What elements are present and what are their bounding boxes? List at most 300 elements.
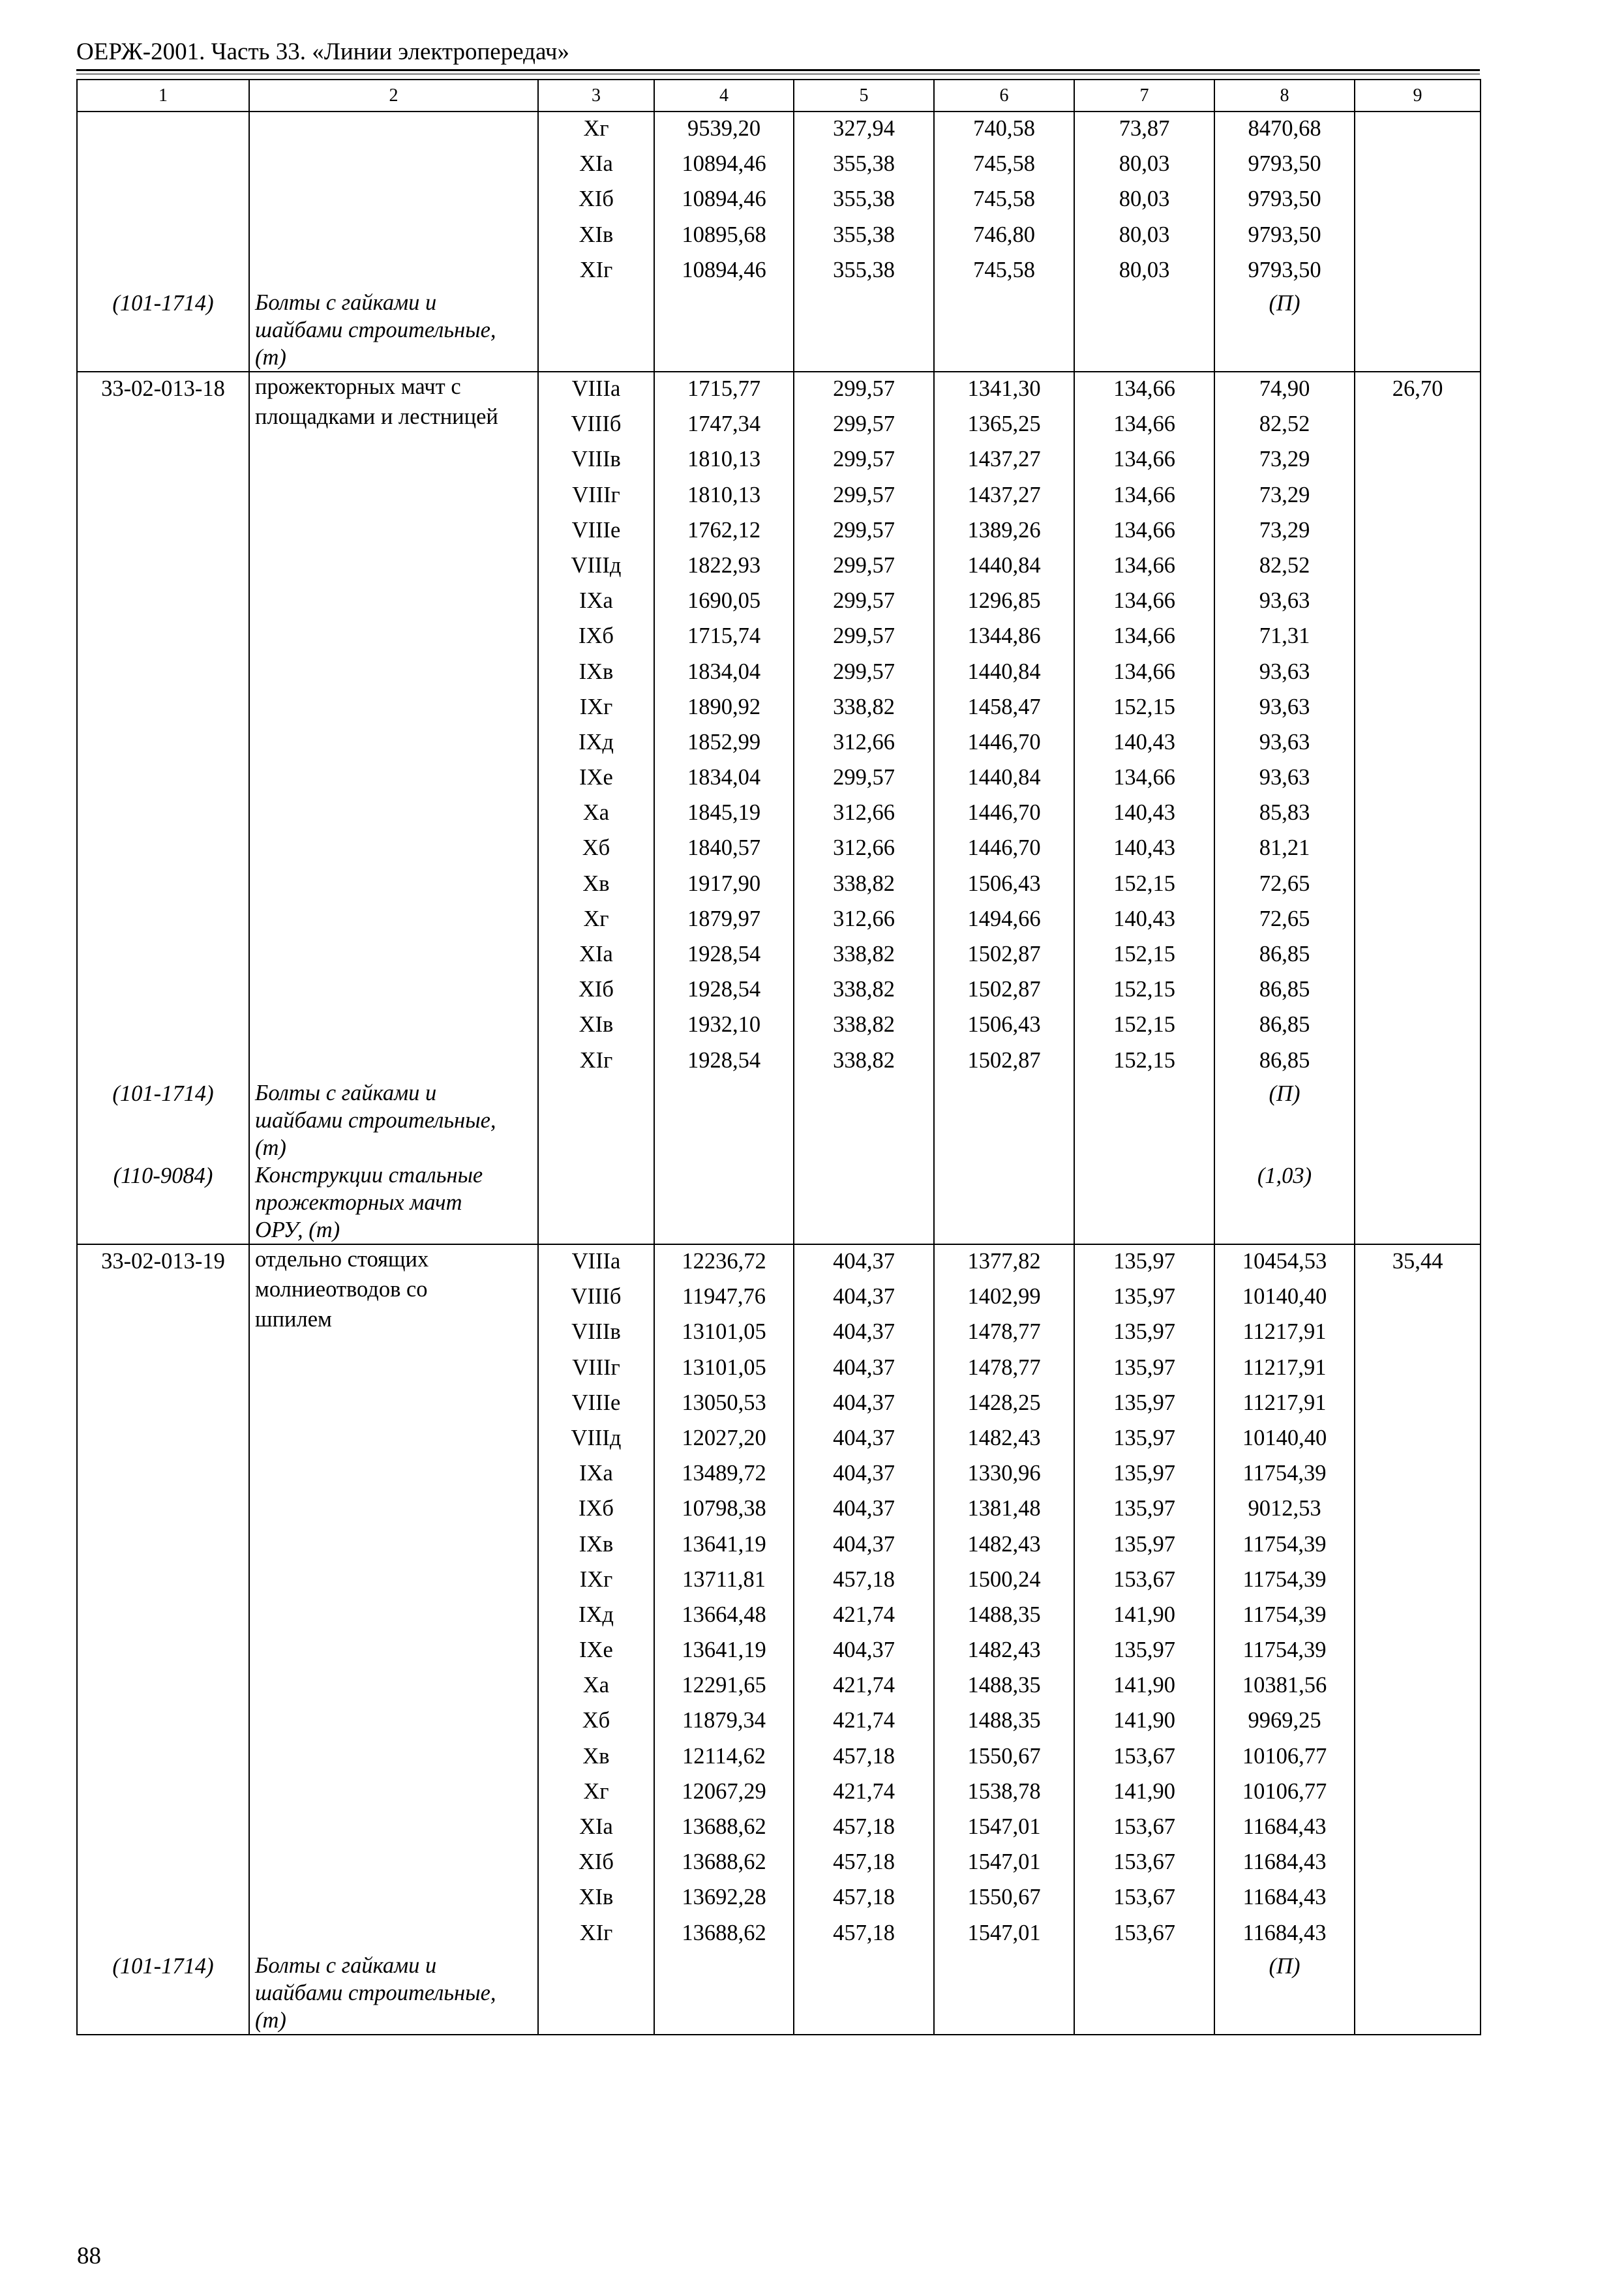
operator-wages-cell: 141,90 [1113,1673,1175,1698]
operator-wages-cell: 141,90 [1113,1602,1175,1627]
materials-cell: 9012,53 [1248,1496,1321,1521]
grade-cell: ХIа [579,151,613,177]
resource-name [250,1079,537,1161]
operator-wages-cell: 135,97 [1113,1319,1175,1345]
spacer [250,432,537,1079]
grade-cell: VIIIа [571,1249,621,1274]
grade-cell: VIIIд [571,552,622,578]
direct-cost-cell: 12027,20 [682,1425,766,1450]
direct-cost-cell: 13489,72 [682,1461,766,1486]
table-row [77,112,1481,372]
machine-cost-cell: 1446,70 [967,835,1041,861]
resource-name-line: Болты с гайками и [255,290,437,315]
grade-cell: IХв [579,659,614,684]
labor-total: 26,70 [1392,376,1443,401]
direct-cost-cell: 13664,48 [682,1602,766,1627]
materials-cell: 11754,39 [1242,1531,1327,1557]
resource-code: (101-1714) [112,1953,214,1979]
wages-cell: 299,57 [833,411,895,437]
machine-cost-cell: 745,58 [973,257,1035,282]
rate-name-line: отдельно стоящих [255,1247,429,1272]
table-row [77,1244,1481,2035]
direct-cost-cell: 1879,97 [687,906,761,931]
materials-cell: 10140,40 [1242,1425,1327,1450]
wages-cell: 404,37 [833,1390,895,1415]
header-rule [76,69,1480,71]
operator-wages-cell: 141,90 [1113,1708,1175,1733]
wages-cell: 355,38 [833,222,895,247]
materials-cell: 93,63 [1259,729,1310,755]
wages-cell: 338,82 [833,977,895,1002]
operator-wages-cell: 134,66 [1113,765,1175,790]
operator-wages-cell: 80,03 [1119,222,1170,247]
materials-cell: 11684,43 [1242,1814,1327,1839]
machine-cost-cell: 1437,27 [967,447,1041,472]
resource-name [250,289,537,371]
column-7-cell [1074,1244,1214,2035]
direct-cost-cell: 13688,62 [682,1849,766,1875]
materials-cell: 9793,50 [1248,257,1321,282]
materials-cell: 9793,50 [1248,187,1321,212]
operator-wages-cell: 134,66 [1113,411,1175,437]
spacer [250,1335,537,1952]
wages-cell: 299,57 [833,482,895,507]
direct-cost-cell: 13692,28 [682,1885,766,1910]
direct-cost-cell: 10894,46 [682,187,766,212]
grade-cell: ХIв [579,222,614,247]
resource-name-line: (т) [255,2008,286,2033]
grade-cell: IХд [579,729,614,755]
grade-cell: ХIг [579,257,613,282]
direct-cost-cell: 11879,34 [682,1708,766,1733]
operator-wages-cell: 135,97 [1113,1425,1175,1450]
rate-name-line: молниеотводов со [255,1277,428,1302]
column-1-cell [77,112,249,372]
direct-cost-cell: 13641,19 [682,1638,766,1663]
operator-wages-cell: 152,15 [1113,1012,1175,1038]
resource-quantity: (П) [1269,290,1301,316]
grade-cell: Ха [582,1673,610,1698]
materials-cell: 11217,91 [1242,1319,1327,1345]
column-1-cell [77,1244,249,2035]
resource-code: (110-9084) [113,1163,213,1188]
wages-cell: 404,37 [833,1319,895,1345]
operator-wages-cell: 134,66 [1113,482,1175,507]
machine-cost-cell: 1482,43 [967,1425,1041,1450]
operator-wages-cell: 153,67 [1113,1885,1175,1910]
machine-cost-cell: 1547,01 [967,1920,1041,1945]
grade-cell: Хб [582,835,610,861]
wages-cell: 299,57 [833,376,895,401]
column-6-cell [934,112,1074,372]
grade-cell: ХIб [579,1849,614,1875]
materials-cell: 11754,39 [1242,1461,1327,1486]
direct-cost-cell: 1890,92 [687,694,761,719]
wages-cell: 404,37 [833,1249,895,1274]
resource-name-line: ОРУ, (т) [255,1218,340,1242]
table-body [77,112,1481,2035]
operator-wages-cell: 140,43 [1113,729,1175,755]
machine-cost-cell: 745,58 [973,151,1035,177]
grade-cell: Хв [582,1743,610,1769]
column-3-cell [538,372,654,1244]
grade-cell: Хб [582,1708,610,1733]
operator-wages-cell: 152,15 [1113,871,1175,896]
rate-name-line: прожекторных мачт с [255,374,461,399]
direct-cost-cell: 12114,62 [682,1743,766,1769]
grade-cell: VIIIг [572,1354,620,1380]
machine-cost-cell: 1550,67 [967,1743,1041,1769]
spacer [78,408,248,1079]
resource-name-line: прожекторных мачт [255,1190,462,1215]
labor-total: 35,44 [1392,1249,1443,1274]
materials-cell: 93,63 [1259,588,1310,614]
resource-name-line: шайбами строительные, [255,1981,496,2005]
materials-cell: 9793,50 [1248,151,1321,177]
grade-cell: ХIв [579,1885,614,1910]
machine-cost-cell: 1478,77 [967,1319,1041,1345]
operator-wages-cell: 134,66 [1113,447,1175,472]
operator-wages-cell: 134,66 [1113,376,1175,401]
direct-cost-cell: 10798,38 [682,1496,766,1521]
wages-cell: 404,37 [833,1638,895,1663]
operator-wages-cell: 153,67 [1113,1566,1175,1592]
operator-wages-cell: 152,15 [1113,942,1175,966]
grade-cell: VIIIб [571,411,622,437]
column-9-cell [1355,1244,1481,2035]
machine-cost-cell: 1488,35 [967,1673,1041,1698]
machine-cost-cell: 1502,87 [967,1047,1041,1073]
operator-wages-cell: 152,15 [1113,1047,1175,1073]
direct-cost-cell: 1762,12 [687,517,761,543]
operator-wages-cell: 135,97 [1113,1284,1175,1309]
direct-cost-cell: 1928,54 [687,1047,761,1073]
column-number: 2 [249,80,538,112]
materials-cell: 85,83 [1259,800,1310,826]
operator-wages-cell: 152,15 [1113,694,1175,719]
grade-cell: IХб [579,623,614,649]
direct-cost-cell: 1840,57 [687,835,761,861]
wages-cell: 457,18 [833,1566,895,1592]
machine-cost-cell: 740,58 [973,116,1035,141]
machine-cost-cell: 1344,86 [967,623,1041,649]
machine-cost-cell: 1494,66 [967,906,1041,931]
materials-cell: 11684,43 [1242,1849,1327,1875]
materials-cell: 73,29 [1259,447,1310,472]
materials-cell: 11754,39 [1242,1602,1327,1627]
grade-cell: IХе [579,765,613,790]
machine-cost-cell: 1440,84 [967,552,1041,578]
spacer [78,1280,248,1952]
machine-cost-cell: 1550,67 [967,1885,1041,1910]
direct-cost-cell: 1928,54 [687,977,761,1002]
direct-cost-cell: 12236,72 [682,1249,766,1274]
column-8-cell [1214,1244,1355,2035]
column-2-cell [249,112,538,372]
wages-cell: 338,82 [833,694,895,719]
wages-cell: 299,57 [833,659,895,684]
rate-code: 33-02-013-19 [101,1249,225,1274]
resource-name-line: (т) [255,1135,286,1160]
machine-cost-cell: 1547,01 [967,1849,1041,1875]
machine-cost-cell: 1482,43 [967,1638,1041,1663]
resource-name [250,1952,537,2034]
grade-cell: Хг [583,116,609,141]
wages-cell: 421,74 [833,1778,895,1804]
materials-cell: 10454,53 [1242,1249,1327,1274]
resource-code: (101-1714) [112,1081,214,1106]
rate-name-line: площадками и лестницей [255,404,498,429]
wages-cell: 312,66 [833,906,895,931]
materials-cell: 73,29 [1259,517,1310,543]
operator-wages-cell: 134,66 [1113,552,1175,578]
column-7-cell [1074,112,1214,372]
wages-cell: 338,82 [833,1047,895,1073]
grade-cell: IХа [579,588,613,614]
materials-cell: 11684,43 [1242,1920,1327,1945]
direct-cost-cell: 13641,19 [682,1531,766,1557]
operator-wages-cell: 135,97 [1113,1354,1175,1380]
direct-cost-cell: 1917,90 [687,871,761,896]
materials-cell: 82,52 [1259,552,1310,578]
grade-cell: Хв [582,871,610,896]
machine-cost-cell: 1488,35 [967,1708,1041,1733]
direct-cost-cell: 13101,05 [682,1354,766,1380]
machine-cost-cell: 1547,01 [967,1814,1041,1839]
column-number: 7 [1074,80,1214,112]
operator-wages-cell: 140,43 [1113,906,1175,931]
grade-cell: ХIа [579,942,613,966]
materials-cell: 11684,43 [1242,1885,1327,1910]
grade-cell: VIIIб [571,1284,622,1309]
wages-cell: 457,18 [833,1920,895,1945]
wages-cell: 404,37 [833,1354,895,1380]
machine-cost-cell: 1538,78 [967,1778,1041,1804]
column-number: 9 [1355,80,1481,112]
column-5-cell [794,372,934,1244]
machine-cost-cell: 1341,30 [967,376,1041,401]
column-6-cell [934,1244,1074,2035]
machine-cost-cell: 1381,48 [967,1496,1041,1521]
column-4-cell [654,1244,794,2035]
column-3-cell [538,112,654,372]
machine-cost-cell: 1478,77 [967,1354,1041,1380]
price-table [76,79,1481,2035]
operator-wages-cell: 134,66 [1113,623,1175,649]
direct-cost-cell: 13688,62 [682,1920,766,1945]
direct-cost-cell: 12067,29 [682,1778,766,1804]
wages-cell: 355,38 [833,187,895,212]
operator-wages-cell: 140,43 [1113,835,1175,861]
wages-cell: 457,18 [833,1743,895,1769]
wages-cell: 299,57 [833,552,895,578]
wages-cell: 457,18 [833,1849,895,1875]
materials-cell: 10106,77 [1242,1743,1327,1769]
wages-cell: 404,37 [833,1531,895,1557]
resource-quantity: (П) [1269,1953,1301,1979]
materials-cell: 72,65 [1259,871,1310,896]
wages-cell: 355,38 [833,257,895,282]
column-9-cell [1355,372,1481,1244]
machine-cost-cell: 1330,96 [967,1461,1041,1486]
operator-wages-cell: 80,03 [1119,151,1170,177]
wages-cell: 404,37 [833,1496,895,1521]
machine-cost-cell: 1446,70 [967,729,1041,755]
machine-cost-cell: 1482,43 [967,1531,1041,1557]
direct-cost-cell: 13688,62 [682,1814,766,1839]
materials-cell: 10106,77 [1242,1778,1327,1804]
wages-cell: 299,57 [833,588,895,614]
operator-wages-cell: 153,67 [1113,1849,1175,1875]
grade-cell: IХг [579,694,613,719]
resource-code: (101-1714) [112,291,214,316]
grade-cell: ХIа [579,1814,613,1839]
machine-cost-cell: 1296,85 [967,588,1041,614]
materials-cell: 10140,40 [1242,1284,1327,1309]
direct-cost-cell: 10894,46 [682,257,766,282]
materials-cell: 74,90 [1259,376,1310,401]
direct-cost-cell: 1834,04 [687,659,761,684]
operator-wages-cell: 153,67 [1113,1920,1175,1945]
direct-cost-cell: 1822,93 [687,552,761,578]
grade-cell: Ха [582,800,610,826]
grade-cell: IХв [579,1531,614,1557]
grade-cell: VIIIд [571,1425,622,1450]
machine-cost-cell: 1458,47 [967,694,1041,719]
grade-cell: Хг [583,1778,609,1804]
column-number: 3 [538,80,654,112]
wages-cell: 327,94 [833,116,895,141]
grade-cell: ХIв [579,1012,614,1038]
wages-cell: 299,57 [833,517,895,543]
direct-cost-cell: 10895,68 [682,222,766,247]
materials-cell: 71,31 [1259,623,1310,649]
grade-cell: ХIб [579,977,614,1002]
wages-cell: 404,37 [833,1284,895,1309]
wages-cell: 404,37 [833,1425,895,1450]
operator-wages-cell: 135,97 [1113,1249,1175,1274]
column-6-cell [934,372,1074,1244]
materials-cell: 9969,25 [1248,1708,1321,1733]
column-number-row [77,80,1481,112]
wages-cell: 299,57 [833,447,895,472]
resource-name [250,1161,537,1244]
column-number: 8 [1214,80,1355,112]
operator-wages-cell: 80,03 [1119,187,1170,212]
machine-cost-cell: 1446,70 [967,800,1041,826]
operator-wages-cell: 135,97 [1113,1496,1175,1521]
operator-wages-cell: 140,43 [1113,800,1175,826]
operator-wages-cell: 73,87 [1119,116,1170,141]
spacer [250,112,537,289]
machine-cost-cell: 1389,26 [967,517,1041,543]
direct-cost-cell: 10894,46 [682,151,766,177]
column-5-cell [794,112,934,372]
materials-cell: 11217,91 [1242,1390,1327,1415]
materials-cell: 8470,68 [1248,116,1321,141]
grade-cell: Хг [583,906,609,931]
materials-cell: 93,63 [1259,694,1310,719]
direct-cost-cell: 9539,20 [687,116,761,141]
direct-cost-cell: 13101,05 [682,1319,766,1345]
direct-cost-cell: 1715,74 [687,623,761,649]
direct-cost-cell: 1834,04 [687,765,761,790]
grade-cell: VIIIе [571,517,621,543]
materials-cell: 93,63 [1259,659,1310,684]
wages-cell: 312,66 [833,800,895,826]
machine-cost-cell: 1365,25 [967,411,1041,437]
wages-cell: 299,57 [833,765,895,790]
grade-cell: VIIIе [571,1390,621,1415]
machine-cost-cell: 1402,99 [967,1284,1041,1309]
machine-cost-cell: 1440,84 [967,659,1041,684]
resource-name-line: (т) [255,345,286,370]
machine-cost-cell: 1506,43 [967,871,1041,896]
operator-wages-cell: 135,97 [1113,1461,1175,1486]
rate-name-line: шпилем [255,1307,332,1332]
materials-cell: 81,21 [1259,835,1310,861]
direct-cost-cell: 1690,05 [687,588,761,614]
machine-cost-cell: 1437,27 [967,482,1041,507]
machine-cost-cell: 746,80 [973,222,1035,247]
materials-cell: 11754,39 [1242,1566,1327,1592]
column-2-cell [249,372,538,1244]
operator-wages-cell: 134,66 [1113,659,1175,684]
direct-cost-cell: 1810,13 [687,482,761,507]
resource-name-line: Болты с гайками и [255,1081,437,1105]
wages-cell: 338,82 [833,942,895,966]
machine-cost-cell: 1502,87 [967,977,1041,1002]
wages-cell: 457,18 [833,1885,895,1910]
operator-wages-cell: 135,97 [1113,1531,1175,1557]
direct-cost-cell: 1747,34 [687,411,761,437]
wages-cell: 312,66 [833,835,895,861]
column-5-cell [794,1244,934,2035]
column-8-cell [1214,112,1355,372]
resource-name-line: шайбами строительные, [255,1108,496,1133]
operator-wages-cell: 141,90 [1113,1778,1175,1804]
resource-quantity: (П) [1269,1081,1301,1106]
operator-wages-cell: 135,97 [1113,1390,1175,1415]
grade-cell: IХе [579,1638,613,1663]
direct-cost-cell: 13050,53 [682,1390,766,1415]
resource-name-line: Конструкции стальные [255,1163,483,1188]
grade-cell: VIIIа [571,376,621,401]
wages-cell: 421,74 [833,1602,895,1627]
wages-cell: 421,74 [833,1673,895,1698]
column-7-cell [1074,372,1214,1244]
materials-cell: 86,85 [1259,1047,1310,1073]
column-9-cell [1355,112,1481,372]
rate-code: 33-02-013-18 [101,376,225,401]
spacer [78,112,248,289]
table-row [77,372,1481,1244]
machine-cost-cell: 1500,24 [967,1566,1041,1592]
direct-cost-cell: 1932,10 [687,1012,761,1038]
machine-cost-cell: 1428,25 [967,1390,1041,1415]
machine-cost-cell: 1488,35 [967,1602,1041,1627]
wages-cell: 355,38 [833,151,895,177]
materials-cell: 93,63 [1259,765,1310,790]
column-2-cell [249,1244,538,2035]
machine-cost-cell: 1506,43 [967,1012,1041,1038]
materials-cell: 11217,91 [1242,1354,1327,1380]
column-3-cell [538,1244,654,2035]
operator-wages-cell: 152,15 [1113,977,1175,1002]
machine-cost-cell: 1377,82 [967,1249,1041,1274]
direct-cost-cell: 13711,81 [682,1566,766,1592]
operator-wages-cell: 80,03 [1119,257,1170,282]
